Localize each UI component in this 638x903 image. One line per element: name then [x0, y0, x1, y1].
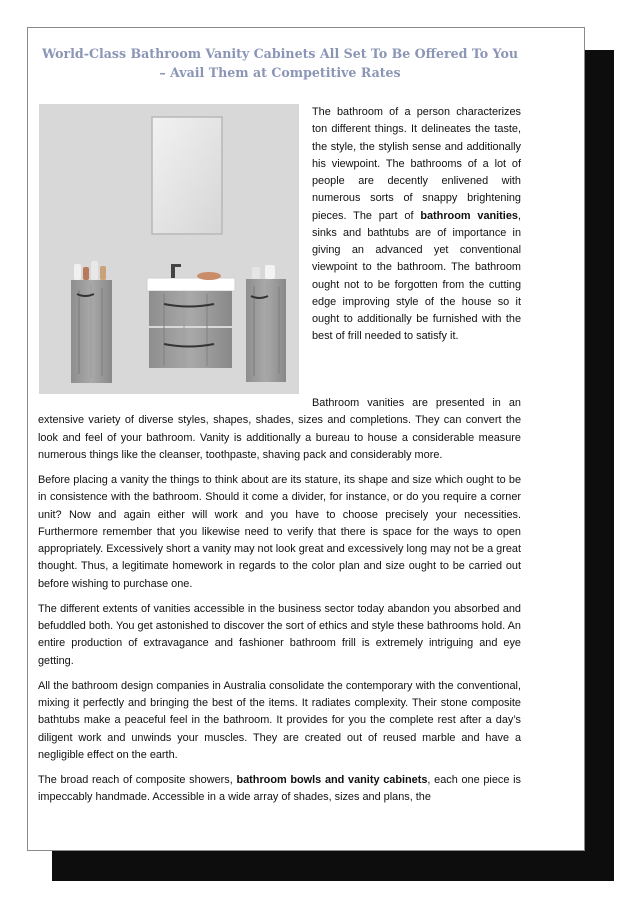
document-title: World-Class Bathroom Vanity Cabinets All Set To Be Offered To You – Avail Them at Competitive Rates: [42, 46, 518, 80]
bathroom-vanities-keyword: bathroom vanities: [420, 209, 518, 222]
body-text: [38, 395, 521, 815]
intro-paragraph: The bathroom of a person characterizes ton different things. It delineates the taste, the style, the stylish sense and additionally his viewpoint. The bathrooms of a lot of people are decently enlivened with numerous sorts of snappy brightening pieces. The part of bathroom vanities, sinks and bathtubs are of importance in giving an advanced yet conventional viewpoint to the bathroom. The bathroom ought not to be forgotten from the cutting edge improving style of the house so it ought to additionally be furnished with the best of frill needed to satisfy it.: [312, 106, 521, 343]
mirror: [152, 117, 222, 234]
intro-column: [312, 104, 521, 346]
center-vanity: [147, 264, 235, 368]
paragraph-4: All the bathroom design companies in Australia consolidate the contemporary with the conventional, mixing it perfectly and bringing the best of the items. It radiates complexity. Their stone composite bathtubs make a peaceful feel in the bathroom. It provides for you the complete rest after a day’s diligent work and unwinds your muscles. They are created out of reused marble and have a negligible effect on the earth.: [38, 679, 521, 761]
paragraph-1: Bathroom vanities are presented in an extensive variety of diverse styles, shapes, shades, sizes and completions. They can convert the look and feel of your bathroom. Vanity is additionally a bureau to house a considerable measure numerous things like the cleanser, toothpaste, shaving pack and considerably more.: [38, 397, 521, 461]
paragraph-5: The broad reach of composite showers, bathroom bowls and vanity cabinets, each one piece is impeccably handmade. Accessible in a wide array of shades, sizes and plans, the: [38, 774, 521, 804]
paragraph-2: Before placing a vanity the things to think about are its stature, its shape and size which ought to be in consistence with the bathroom. Should it come a divider, for instance, or do you require a corner unit? Now and again either will work and you have to choose precisely your necessities. Furthermore remember that you likewise need to verify that there is space for the ways to open appropriately. Excessively short a vanity may not look great and excessively long may not be a great thought. Thus, a legitimate homework in regards to the color plan and size ought to be carried out before wishing to purchase one.: [38, 474, 521, 590]
right-cabinet: [246, 265, 286, 382]
bathroom-vanity-photo: [39, 104, 299, 394]
bathroom-bowls-keyword: bathroom bowls and vanity cabinets: [236, 774, 428, 786]
paragraph-3: The different extents of vanities accessible in the business sector today abandon you absorbed and befuddled both. You get astonished to discover the sort of ethics and style these bathrooms hold. An entire production of extravagance and fashioner bathroom frill is extremely intriguing and eye getting.: [38, 602, 521, 667]
vanity-illustration: [39, 104, 299, 394]
